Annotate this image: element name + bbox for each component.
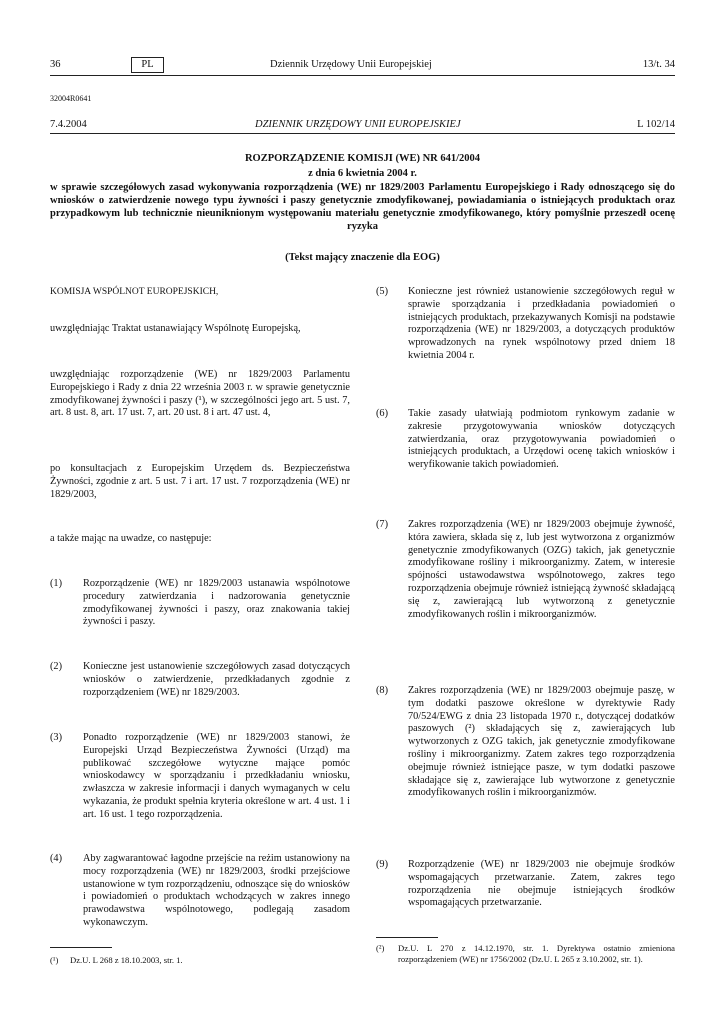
footnote-mark: (²): [376, 943, 385, 953]
subheader-rule: [50, 133, 675, 134]
recital-4: Aby zagwarantować łagodne przejście na reżim ustanowiony na mocy rozporządzenia (WE) nr 1829/2003, środki przejściowe ustanowione w tym rozporządzeniu, odnoszące się do wniosków i powiadomień o produktach wchodzących w zakres innego prawodawstwa wspólnotowego, podlegają zasadom wykonawczym.: [83, 853, 350, 928]
issuing-body: KOMISJA WSPÓLNOT EUROPEJSKICH,: [50, 287, 219, 297]
recital-number: (8): [376, 685, 389, 696]
recital-6: Takie zasady ułatwiają podmiotom rynkowym zadanie w zakresie przygotowywania wniosków dotyczących zatwierdzania, oraz przygotowywania powiadomień o istniejących produktach, a Urzędowi ocenę takich wniosków i weryfikowanie takich powiadomień.: [408, 408, 675, 471]
recital-8: Zakres rozporządzenia (WE) nr 1829/2003 obejmuje paszę, w tym dodatki paszowe określone w dyrektywie Rady 70/524/EWG z dnia 23 listopada 1970 r., dotyczącej dodatków paszowych (²) składających się z, zawierających lub wytworzonych z OZG takich, jak genetycznie zmodyfikowane rośliny i mikroorganizmy. Zatem zakres tego rozporządzenia obejmuje również istniejące pasze, w tym dodatki paszowe składające się z, zawierające lub wytworzone z genetycznie zmodyfikowanych roślin i mikroorganizmów.: [408, 685, 675, 799]
citation-consultation: po konsultacjach z Europejskim Urzędem ds. Bezpieczeństwa Żywności, zgodnie z art. 5 ust. 7 i art. 17 ust. 7 rozporządzenia (WE) nr 1829/2003,: [50, 463, 350, 500]
footnote-mark: (¹): [50, 955, 59, 965]
recital-number: (3): [50, 732, 63, 743]
footnote-rule: [376, 937, 438, 938]
recital-number: (6): [376, 408, 389, 419]
oj-reference: L 102/14: [637, 119, 675, 130]
page-number: 36: [50, 59, 61, 70]
citation-regulation: uwzględniając rozporządzenie (WE) nr 1829/2003 Parlamentu Europejskiego i Rady z dnia 22 września 2003 r. w sprawie genetycznie zmodyfikowanej żywności i paszy (¹), w szczególności jego art. 5 ust. 7, art. 8 ust. 8, art. 17 ust. 7, art. 20 ust. 8 i art. 47 ust. 4,: [50, 369, 350, 419]
regulation-date: z dnia 6 kwietnia 2004 r.: [308, 168, 417, 179]
recital-number: (7): [376, 519, 389, 530]
recital-number: (2): [50, 661, 63, 672]
citation-treaty: uwzględniając Traktat ustanawiający Wspólnotę Europejską,: [50, 323, 301, 334]
celex-number: 32004R0641: [50, 94, 92, 103]
recital-number: (4): [50, 853, 63, 864]
footnote-2: Dz.U. L 270 z 14.12.1970, str. 1. Dyrektywa ostatnio zmieniona rozporządzeniem (WE) nr 1756/2002 (Dz.U. L 265 z 3.10.2002, str. 1).: [398, 943, 675, 964]
header-rule: [50, 75, 675, 76]
recital-9: Rozporządzenie (WE) nr 1829/2003 nie obejmuje środków wspomagających przetwarzanie. Zatem, zakres tego rozporządzenia nie obejmuje istniejących środków wspomagających przetwarzanie.: [408, 859, 675, 909]
recital-7: Zakres rozporządzenia (WE) nr 1829/2003 obejmuje żywność, która zawiera, składa się z, lub jest wytworzona z organizmów genetycznie zmodyfikowanych (OZG) takich, jak genetycznie zmodyfikowane rośliny i mikroorganizmy. Zatem, w interesie spójności ustawodawstwa wspólnotowego, zakres tego rozporządzenia obejmuje również istniejącą żywność składającą się z, zawierającą lub wytworzoną z genetycznie zmodyfikowanych roślin i mikroorganizmów.: [408, 519, 675, 620]
recital-number: (1): [50, 578, 63, 589]
recital-5: Konieczne jest również ustanowienie szczegółowych reguł w sprawie sporządzania i przedkładania powiadomień o istniejących produktach, przekazywanych Komisji na podstawie rozporządzenia (WE) nr 1829/2003, a dotyczących produktów wprowadzonych na rynek wspólnotowy przed dniem 18 kwietnia 2004 r.: [408, 286, 675, 361]
language-badge: PL: [131, 57, 164, 73]
journal-name: Dziennik Urzędowy Unii Europejskiej: [270, 59, 432, 70]
journal-caps-title: DZIENNIK URZĘDOWY UNII EUROPEJSKIEJ: [255, 119, 461, 130]
regulation-title: ROZPORZĄDZENIE KOMISJI (WE) NR 641/2004: [244, 153, 481, 164]
recital-3: Ponadto rozporządzenie (WE) nr 1829/2003 stanowi, że Europejski Urząd Bezpieczeństwa Żywności (Urząd) ma publikować szczegółowe wytyczne mające pomóc wnioskodawcy w sporządzaniu i przedkładaniu wniosku, zwłaszcza w zakresie informacji i danych wymaganych w celu wykazania, że produkt spełnia kryteria określone w art. 4 ust. 1 i art. 16 ust. 1 tego rozporządzenia.: [83, 732, 350, 820]
eea-relevance: (Tekst mający znaczenie dla EOG): [285, 252, 440, 263]
volume-number: 13/t. 34: [642, 59, 675, 70]
footnote-1: Dz.U. L 268 z 18.10.2003, str. 1.: [70, 955, 183, 965]
publication-date: 7.4.2004: [50, 119, 87, 130]
recital-1: Rozporządzenie (WE) nr 1829/2003 ustanawia wspólnotowe procedury zatwierdzania i nadzorowania genetycznie zmodyfikowanej żywności i paszy, oraz znakowania takiej żywności i paszy.: [83, 578, 350, 628]
recital-number: (9): [376, 859, 389, 870]
recitals-intro: a także mając na uwadze, co następuje:: [50, 533, 212, 544]
footnote-rule: [50, 947, 112, 948]
regulation-subject: w sprawie szczegółowych zasad wykonywania rozporządzenia (WE) nr 1829/2003 Parlamentu Europejskiego i Rady odnoszącego się do wniosków o zatwierdzenie nowego typu żywności i paszy genetycznie zmodyfikowanej, powiadamiania o istniejących produktach oraz przypadkowym lub technicznie nieuniknionym występowaniu materiału genetycznie zmodyfikowanego, który pomyślnie przeszedł ocenę ryzyka: [50, 182, 675, 232]
recital-number: (5): [376, 286, 389, 297]
recital-2: Konieczne jest ustanowienie szczegółowych zasad dotyczących wniosków o zatwierdzenie, przedkładanych zgodnie z rozporządzeniem (WE) nr 1829/2003.: [83, 661, 350, 698]
